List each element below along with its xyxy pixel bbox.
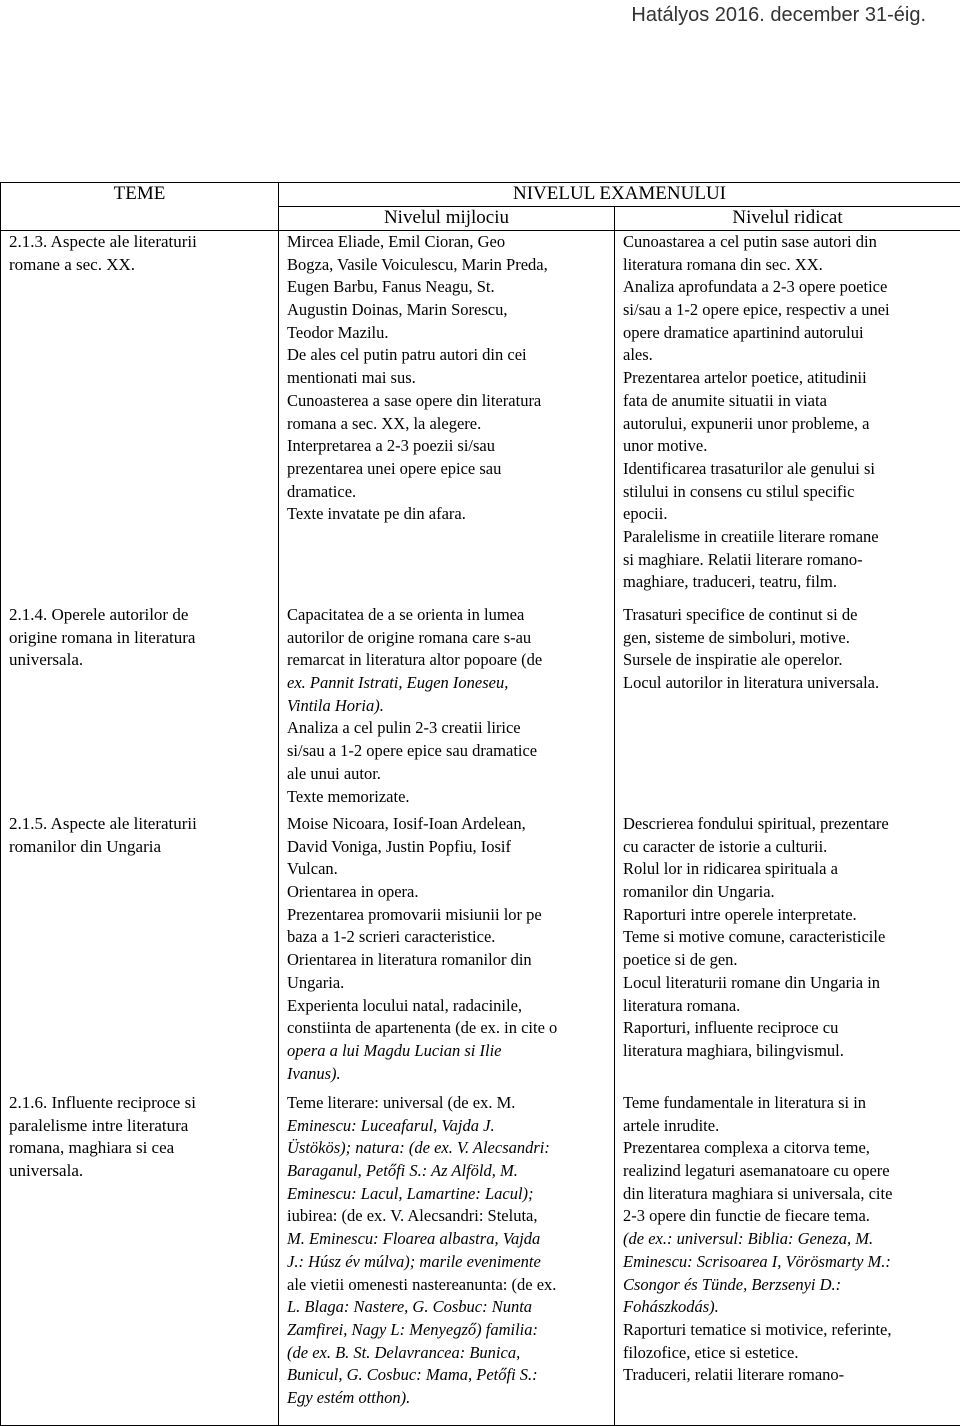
high-column xyxy=(615,230,960,1425)
mid-2-1-5: Moise Nicoara, Iosif-Ioan Ardelean, David Voniga, Justin Popfiu, Iosif Vulcan. Orientarea in opera. Prezentarea promovarii misiunii lor pe baza a 1-2 scrieri caracteristice. Orientarea in literatura romanilor din Ungaria. Experienta locului natal, radacinile, constiinta de apartenenta (de ex. in cite o opera a lui Magdu Lucian si Ilie Ivanus). xyxy=(287,813,558,1083)
curriculum-table xyxy=(0,182,960,1426)
high-2-1-6: Teme fundamentale in literatura si in artele inrudite. Prezentarea complexa a citorva teme, realizind legaturi asemanatoare cu opere din literatura maghiara si universala, cite 2-3 opere din functie de fiecare tema. (de ex.: universul: Biblia: Geneza, M. Eminescu: Scrisoarea I, Vörösmarty M.: Csongor és Tünde, Berzsenyi D.: Fohászkodás). Raporturi tematice si motivice, referinte, filozofice, etice si estetice. Traduceri, relatii literare romano- xyxy=(623,1092,893,1385)
mid-column xyxy=(279,230,615,1425)
mid-2-1-3: Mircea Eliade, Emil Cioran, Geo Bogza, Vasile Voiculescu, Marin Preda, Eugen Barbu, Fanus Neagu, St. Augustin Doinas, Marin Sorescu, Teodor Mazilu. De ales cel putin patru autori din cei mentionati mai sus. Cunoasterea a sase opere din literatura romana a sec. XX, la alegere. Interpretarea a 2-3 poezii si/sau prezentarea unei opere epice sau dramatice. Texte invatate pe din afara. xyxy=(287,231,548,524)
mid-2-1-4: Capacitatea de a se orienta in lumea autorilor de origine romana care s-au remarcat in literatura altor popoare (de ex. Pannit Istrati, Eugen Ioneseu, Vintila Horia). Analiza a cel pulin 2-3 creatii lirice si/sau a 1-2 opere epice sau dramatice ale unui autor. Texte memorizate. xyxy=(287,604,543,806)
col-header-group: NIVELUL EXAMENULUI xyxy=(279,183,960,207)
header-note: Hatályos 2016. december 31-éig. xyxy=(631,4,926,26)
mid-2-1-6: Teme literare: universal (de ex. M. Eminescu: Luceafarul, Vajda J. Üstökös); natura: (de ex. V. Alecsandri: Baraganul, Petőfi S.: Az Alföld, M. Eminescu: Lacul, Lamartine: Lacul); iubirea: (de ex. V. Alecsandri: Steluta, M. Eminescu: Floarea albastra, Vajda J.: Húsz év múlva); marile evenimente ale vietii omenesti nastereanunta: (de ex. L. Blaga: Nastere, G. Cosbuc: Nunta Zamfirei, Nagy L: Menyegző) familia: (de ex. B. St. Delavrancea: Bunica, Bunicul, G. Cosbuc: Mama, Petőfi S.: Egy estém otthon). xyxy=(287,1092,557,1408)
col-header-teme: TEME xyxy=(1,183,279,231)
col-header-mid: Nivelul mijlociu xyxy=(279,206,615,230)
theme-column xyxy=(1,230,279,1425)
col-header-high: Nivelul ridicat xyxy=(615,206,960,230)
high-2-1-4: Trasaturi specifice de continut si de gen, sisteme de simboluri, motive. Sursele de inspiratie ale operelor. Locul autorilor in literatura universala. xyxy=(623,604,880,693)
high-2-1-3: Cunoastarea a cel putin sase autori din literatura romana din sec. XX. Analiza aprofundata a 2-3 opere poetice si/sau a 1-2 opere epice, respectiv a unei opere dramatice apartinind autorului ales. Prezentarea artelor poetice, atitudinii fata de anumite situatii in viata autorului, expunerii unor probleme, a unor motive. Identificarea trasaturilor ale genului si stilului in consens cu stilul specific epocii. Paralelisme in creatiile literare romane si maghiare. Relatii literare romano- maghiare, traduceri, teatru, film. xyxy=(623,231,890,592)
theme-2-1-6: 2.1.6. Influente reciproce si paralelisme intre literatura romana, maghiara si cea universala. xyxy=(9,1092,196,1181)
theme-2-1-5: 2.1.5. Aspecte ale literaturii romanilor din Ungaria xyxy=(9,813,197,856)
theme-2-1-3: 2.1.3. Aspecte ale literaturii romane a sec. XX. xyxy=(9,231,197,274)
high-2-1-5: Descrierea fondului spiritual, prezentare cu caracter de istorie a culturii. Rolul lor in ridicarea spirituala a romanilor din Ungaria. Raporturi intre operele interpretate. Teme si motive comune, caracteristicile poetice si de gen. Locul literaturii romane din Ungaria in literatura romana. Raporturi, influente reciproce cu literatura maghiara, bilingvismul. xyxy=(623,813,889,1060)
theme-2-1-4: 2.1.4. Operele autorilor de origine romana in literatura universala. xyxy=(9,604,196,670)
